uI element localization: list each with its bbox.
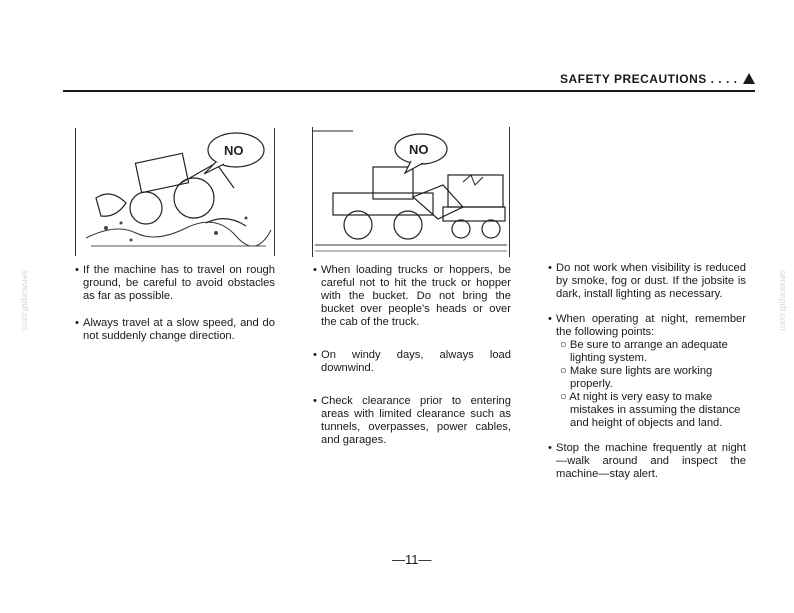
speech-text: NO [409,142,429,157]
sub-item: ○ Be sure to arrange an adequate lighting system. [560,339,728,364]
section-header [560,72,755,86]
list-item: • Do not work when visibility is reduced by smoke, fog or dust. If the jobsite is dark, install lighting as necessary. [548,262,746,300]
section-title: SAFETY PRECAUTIONS . . . . [560,72,738,86]
page-number: —11— [392,552,432,567]
rough-ground-drawing [76,128,274,256]
column-middle [313,264,511,461]
watermark-right: servicepdf.com [778,270,788,331]
column-left [75,264,275,357]
loading-truck-drawing [313,127,509,257]
list-item: • Stop the machine frequently at night—walk around and inspect the machine—stay alert. [548,442,746,480]
list-item: • When loading trucks or hoppers, be careful not to hit the truck or hopper with the bucket. Do not bring the bucket over people's heads or over the cab of the truck. [313,264,511,328]
sub-item: ○ Make sure lights are working properly. [560,365,713,390]
header-rule [63,90,755,92]
sub-item: ○ At night is very easy to make mistakes in assuming the distance and height of objects and land. [560,391,741,429]
watermark-left: servicepdf.com [20,270,30,331]
warning-triangle-icon [743,73,755,84]
list-item: • When operating at night, remember the following points: [548,313,746,338]
list-item: • If the machine has to travel on rough ground, be careful to avoid obstacles as far as possible. [75,264,275,302]
illustration-rough-ground [75,128,275,256]
column-right [548,262,746,495]
list-item: • On windy days, always load downwind. [313,349,511,374]
illustration-loading-truck [312,127,510,257]
list-item: • Always travel at a slow speed, and do not suddenly change direction. [75,317,275,342]
list-item: • Check clearance prior to entering areas with limited clearance such as tunnels, overpasses, power cables, and garages. [313,395,511,446]
speech-text: NO [224,143,244,158]
